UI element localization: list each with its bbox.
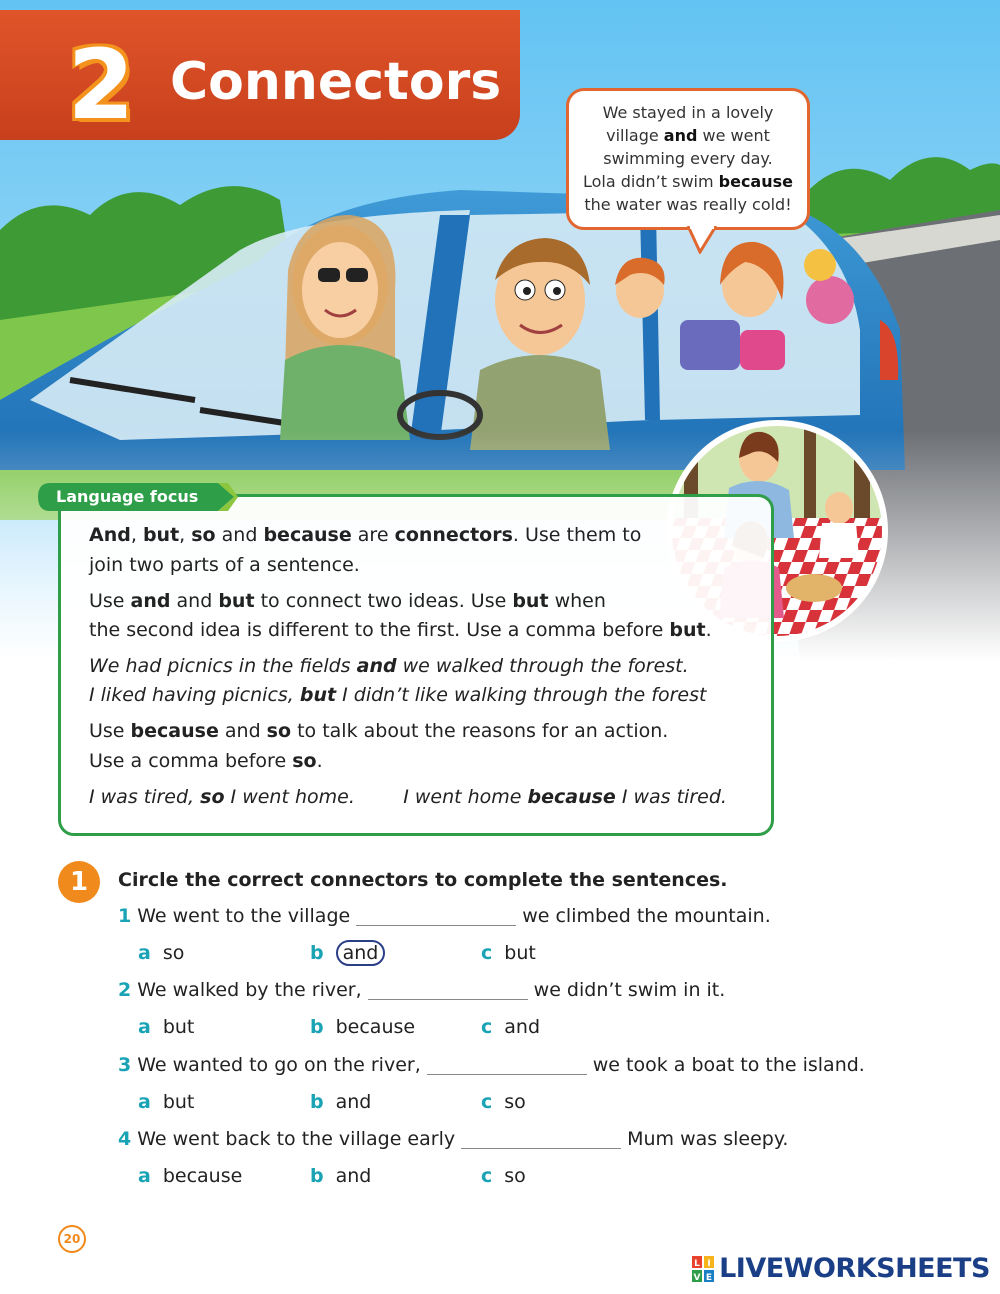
question-text-after: we climbed the mountain.: [522, 905, 771, 927]
question-text-before: We wanted to go on the river,: [137, 1054, 421, 1076]
bold-keyword: and: [356, 655, 397, 677]
logo-mark-icon: [692, 1256, 714, 1282]
question-text-after: we didn’t swim in it.: [533, 979, 726, 1001]
text-run: We had picnics in the fields: [89, 655, 357, 677]
option-2c[interactable]: [481, 1013, 540, 1041]
question-1: [118, 902, 771, 930]
bold-keyword: so: [266, 720, 292, 742]
question-number: 4: [118, 1128, 132, 1150]
option-3a[interactable]: [138, 1088, 194, 1116]
logo-mark-letter: L: [694, 1259, 700, 1269]
answer-blank[interactable]: [368, 977, 528, 1000]
bold-keyword: and: [130, 590, 171, 612]
text-run: ,: [179, 524, 192, 546]
bold-keyword: so: [292, 750, 317, 772]
answer-blank[interactable]: [461, 1126, 621, 1149]
text-run: Use: [89, 720, 131, 742]
text-run: join two parts of a sentence.: [89, 554, 360, 576]
text-run: Use: [89, 590, 131, 612]
speech-line: [575, 170, 801, 193]
option-text: and: [335, 1091, 372, 1113]
answer-blank[interactable]: [356, 903, 516, 926]
option-text: but: [162, 1016, 195, 1038]
option-letter: b: [310, 1165, 324, 1187]
question-2: [118, 976, 725, 1004]
text-run: I didn’t like walking through the forest: [336, 684, 707, 706]
option-4a[interactable]: [138, 1162, 242, 1190]
text-run: we walked through the forest.: [396, 655, 689, 677]
option-text: because: [335, 1016, 416, 1038]
text-run: village: [606, 126, 664, 145]
page-number: 20: [58, 1225, 86, 1253]
bold-keyword: and: [663, 126, 698, 145]
option-letter: c: [481, 942, 493, 964]
exercise-number: 1: [58, 861, 100, 903]
text-run: .: [705, 619, 712, 641]
text-run: I went home.: [224, 786, 355, 808]
text-run: We stayed in a lovely: [602, 103, 774, 122]
speech-line: [575, 193, 801, 216]
text-run: to talk about the reasons for an action.: [291, 720, 669, 742]
unit-number: 2: [67, 29, 135, 141]
text-run: when: [548, 590, 606, 612]
logo-mark-letter: E: [705, 1273, 713, 1282]
option-text: so: [162, 942, 185, 964]
option-3b[interactable]: [310, 1088, 371, 1116]
bold-keyword: but: [669, 619, 706, 641]
bold-keyword: so: [191, 524, 216, 546]
rule-text: [89, 616, 712, 645]
question-4: [118, 1125, 788, 1153]
option-4b[interactable]: [310, 1162, 371, 1190]
option-letter: a: [138, 1091, 151, 1113]
option-text: because: [162, 1165, 243, 1187]
question-text-before: We went back to the village early: [137, 1128, 456, 1150]
rule-text: [89, 521, 641, 550]
text-run: . Use them to: [512, 524, 642, 546]
bold-keyword: because: [527, 786, 616, 808]
option-3c[interactable]: [481, 1088, 526, 1116]
option-1c[interactable]: [481, 939, 536, 967]
option-letter: a: [138, 942, 151, 964]
option-1b[interactable]: [310, 939, 385, 967]
option-text: so: [504, 1165, 526, 1187]
liveworksheets-logo[interactable]: [692, 1254, 990, 1284]
bold-keyword: but: [218, 590, 255, 612]
text-run: and: [218, 720, 267, 742]
text-run: I was tired.: [615, 786, 727, 808]
example-sentence: [89, 681, 706, 710]
question-text-after: we took a boat to the island.: [592, 1054, 865, 1076]
example-sentence: [89, 652, 689, 681]
option-letter: a: [138, 1165, 151, 1187]
text-run: I was tired,: [89, 786, 201, 808]
question-text-before: We went to the village: [137, 905, 351, 927]
option-text: and: [504, 1016, 541, 1038]
speech-line: [575, 101, 801, 124]
option-letter: c: [481, 1091, 493, 1113]
option-letter: b: [310, 1091, 324, 1113]
text-run: Use a comma before: [89, 750, 293, 772]
text-run: are: [351, 524, 395, 546]
rule-text: [89, 717, 668, 746]
bold-keyword: but: [142, 524, 180, 546]
question-number: 3: [118, 1054, 132, 1076]
bold-keyword: because: [718, 172, 793, 191]
text-run: Lola didn’t swim: [583, 172, 719, 191]
bold-keyword: so: [200, 786, 225, 808]
rule-text: [89, 551, 360, 580]
question-text-after: Mum was sleepy.: [627, 1128, 789, 1150]
option-letter: a: [138, 1016, 151, 1038]
option-letter: b: [310, 942, 324, 964]
text-run: ,: [130, 524, 143, 546]
bold-keyword: but: [299, 684, 337, 706]
text-run: and: [170, 590, 219, 612]
speech-bubble: [566, 88, 810, 230]
text-run: I liked having picnics,: [89, 684, 300, 706]
option-4c[interactable]: [481, 1162, 526, 1190]
exercise-instruction: Circle the correct connectors to complete the sentences.: [118, 869, 728, 891]
question-3: [118, 1051, 865, 1079]
question-number: 1: [118, 905, 132, 927]
speech-line: [575, 147, 801, 170]
option-1a[interactable]: [138, 939, 184, 967]
question-text-before: We walked by the river,: [137, 979, 362, 1001]
option-2a[interactable]: [138, 1013, 194, 1041]
example-sentence: [89, 783, 727, 812]
option-text: but: [162, 1091, 195, 1113]
text-run: we went: [697, 126, 770, 145]
text-run: to connect two ideas. Use: [254, 590, 513, 612]
option-2b[interactable]: [310, 1013, 415, 1041]
text-run: I went home: [354, 786, 528, 808]
text-run: the second idea is different to the first. Use a comma before: [89, 619, 670, 641]
bold-keyword: because: [130, 720, 219, 742]
bold-keyword: And: [89, 524, 131, 546]
text-run: swimming every day.: [603, 149, 773, 168]
text-run: the water was really cold!: [584, 195, 792, 214]
bold-keyword: connectors: [394, 524, 513, 546]
text-run: and: [215, 524, 264, 546]
logo-text: LIVEWORKSHEETS: [719, 1253, 990, 1284]
speech-line: [575, 124, 801, 147]
logo-mark-letter: V: [693, 1273, 701, 1282]
option-letter: c: [481, 1016, 493, 1038]
option-text: but: [504, 942, 536, 964]
speech-bubble-tail: [686, 226, 726, 254]
option-letter: b: [310, 1016, 324, 1038]
option-text: and: [335, 1165, 372, 1187]
logo-mark-letter: I: [707, 1259, 711, 1269]
option-text: so: [504, 1091, 526, 1113]
page-title: Connectors: [170, 52, 502, 112]
option-letter: c: [481, 1165, 493, 1187]
question-number: 2: [118, 979, 132, 1001]
language-focus-label: Language focus: [56, 487, 199, 506]
bold-keyword: because: [263, 524, 352, 546]
rule-text: [89, 747, 323, 776]
bold-keyword: but: [512, 590, 549, 612]
rule-text: [89, 587, 606, 616]
text-run: .: [316, 750, 323, 772]
answer-blank[interactable]: [427, 1052, 587, 1075]
circled-answer: and: [336, 940, 386, 966]
